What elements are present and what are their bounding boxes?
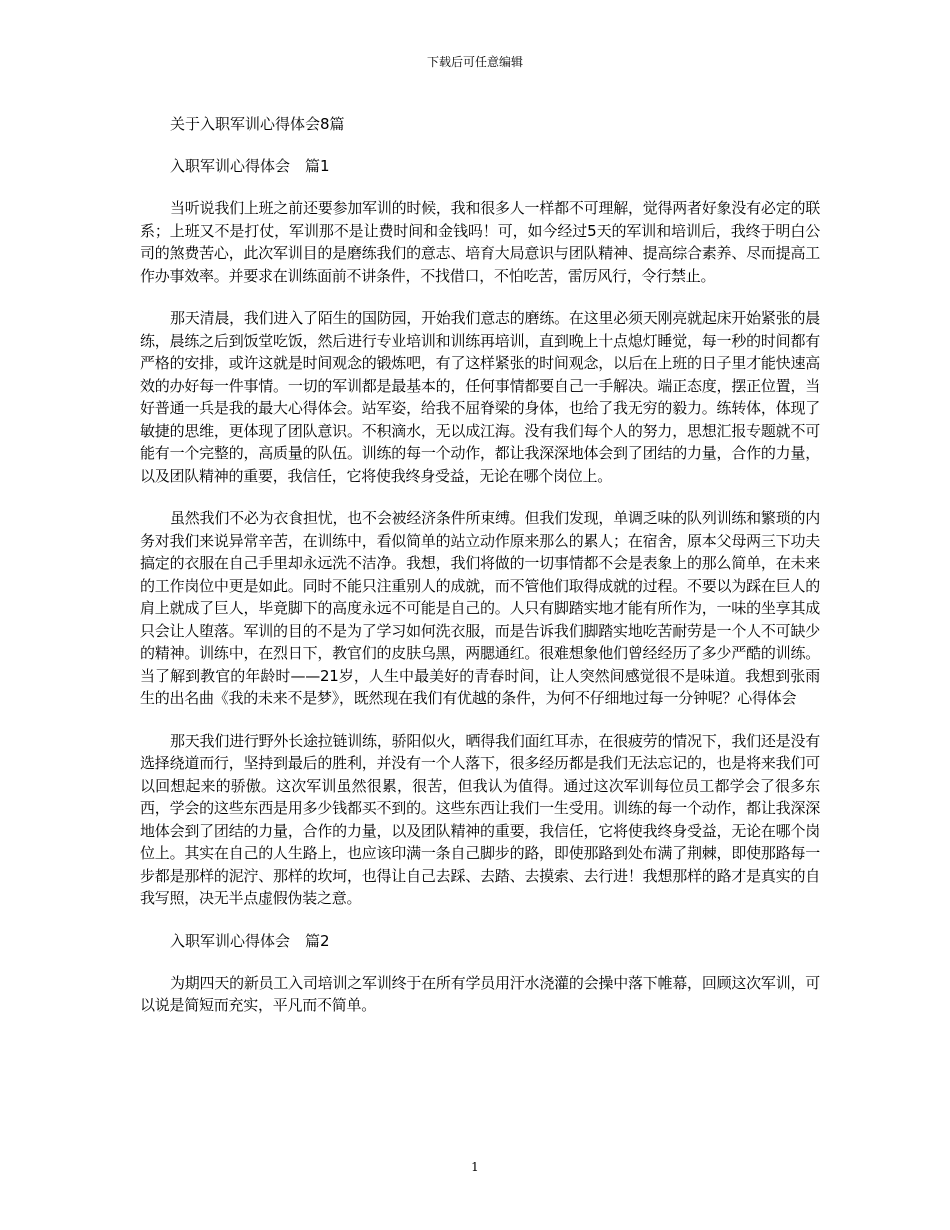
page-number: 1 (471, 1160, 479, 1174)
paragraph: 当听说我们上班之前还要参加军训的时候，我和很多人一样都不可理解，觉得两者好象没有必定的联系；上班又不是打仗，军训那不是让费时间和金钱吗！可，如今经过5天的军训和培训后，我终于明白公司的煞费苦心，此次军训目的是磨练我们的意志、培育大局意识与团队精神、提高综合素养、尽而提高工作办事效率。并要求在训练面前不讲条件，不找借口，不怕吃苦，雷厉风行，令行禁止。 (140, 199, 820, 285)
section-heading-1: 入职军训心得体会 篇1 (170, 157, 330, 175)
section-heading-2: 入职军训心得体会 篇2 (170, 931, 330, 950)
paragraph: 那天清晨，我们进入了陌生的国防园，开始我们意志的磨练。在这里必须天刚亮就起床开始紧张的晨练，晨练之后到饭堂吃饭，然后进行专业培训和训练再培训，直到晚上十点熄灯睡觉，每一秒的时间都有严格的安排，或许这就是时间观念的锻炼吧，有了这样紧张的时间观念，以后在上班的日子里才能快速高效的办好每一件事情。一切的军训都是最基本的，任何事情都要自己一手解决。端正态度，摆正位置，当好普通一兵是我的最大心得体会。站军姿，给我不屈脊梁的身体，也给了我无穷的毅力。练转体，体现了敏捷的思维，更体现了团队意识。不积滴水，无以成江海。没有我们每个人的努力，思想汇报专题就不可能有一个完整的，高质量的队伍。训练的每一个动作，都让我深深地体会到了团结的力量，合作的力量，以及团队精神的重要，我信任，它将使我终身受益，无论在哪个岗位上。 (140, 309, 820, 485)
paragraph: 虽然我们不必为衣食担忧，也不会被经济条件所束缚。但我们发现，单调乏味的队列训练和繁琐的内务对我们来说异常辛苦，在训练中，看似简单的站立动作原来那么的累人；在宿舍，原本父母两三下功夫搞定的衣服在自己手里却永远洗不洁净。我想，我们将做的一切事情都不会是表象上的那么简单，在未来的工作岗位中更是如此。同时不能只注重别人的成就，而不管他们取得成就的过程。不要以为踩在巨人的肩上就成了巨人，毕竟脚下的高度永远不可能是自己的。人只有脚踏实地才能有所作为，一味的坐享其成只会让人堕落。军训的目的不是为了学习如何洗衣服，而是告诉我们脚踏实地吃苦耐劳是一个人不可缺少的精神。训练中，在烈日下，教官们的皮肤乌黑，两腮通红。很难想象他们曾经经历了多少严酷的训练。当了解到教官的年龄时——21岁，人生中最美好的青春时间，让人突然间感觉很不是味道。我想到张雨生的出名曲《我的未来不是梦》，既然现在我们有优越的条件，为何不仔细地过每一分钟呢？心得体会 (140, 509, 820, 707)
document-title: 关于入职军训心得体会8篇 (170, 115, 345, 133)
page-header: 下载后可任意编辑 (426, 55, 523, 69)
document-body (140, 113, 820, 1037)
paragraph: 那天我们进行野外长途拉链训练，骄阳似火，晒得我们面红耳赤，在很疲劳的情况下，我们还是没有选择绕道而行，坚持到最后的胜利，并没有一个人落下，很多经历都是我们无法忘记的，也是将来我们可以回想起来的骄傲。这次军训虽然很累，很苦，但我认为值得。通过这次军训每位员工都学会了很多东西，学会的这些东西是用多少钱都买不到的。这些东西让我们一生受用。训练的每一个动作，都让我深深地体会到了团结的力量，合作的力量，以及团队精神的重要，我信任，它将使我终身受益，无论在哪个岗位上。其实在自己的人生路上，也应该印满一条自己脚步的路，即使那路到处布满了荆棘，即使那路每一步都是那样的泥泞、那样的坎坷，也得让自己去踩、去踏、去摸索、去行进！我想那样的路才是真实的自我写照，决无半点虚假伪装之意。 (140, 731, 820, 907)
paragraph: 为期四天的新员工入司培训之军训终于在所有学员用汗水浇灌的会操中落下帷幕，回顾这次军训，可以说是简短而充实，平凡而不简单。 (140, 973, 820, 1014)
